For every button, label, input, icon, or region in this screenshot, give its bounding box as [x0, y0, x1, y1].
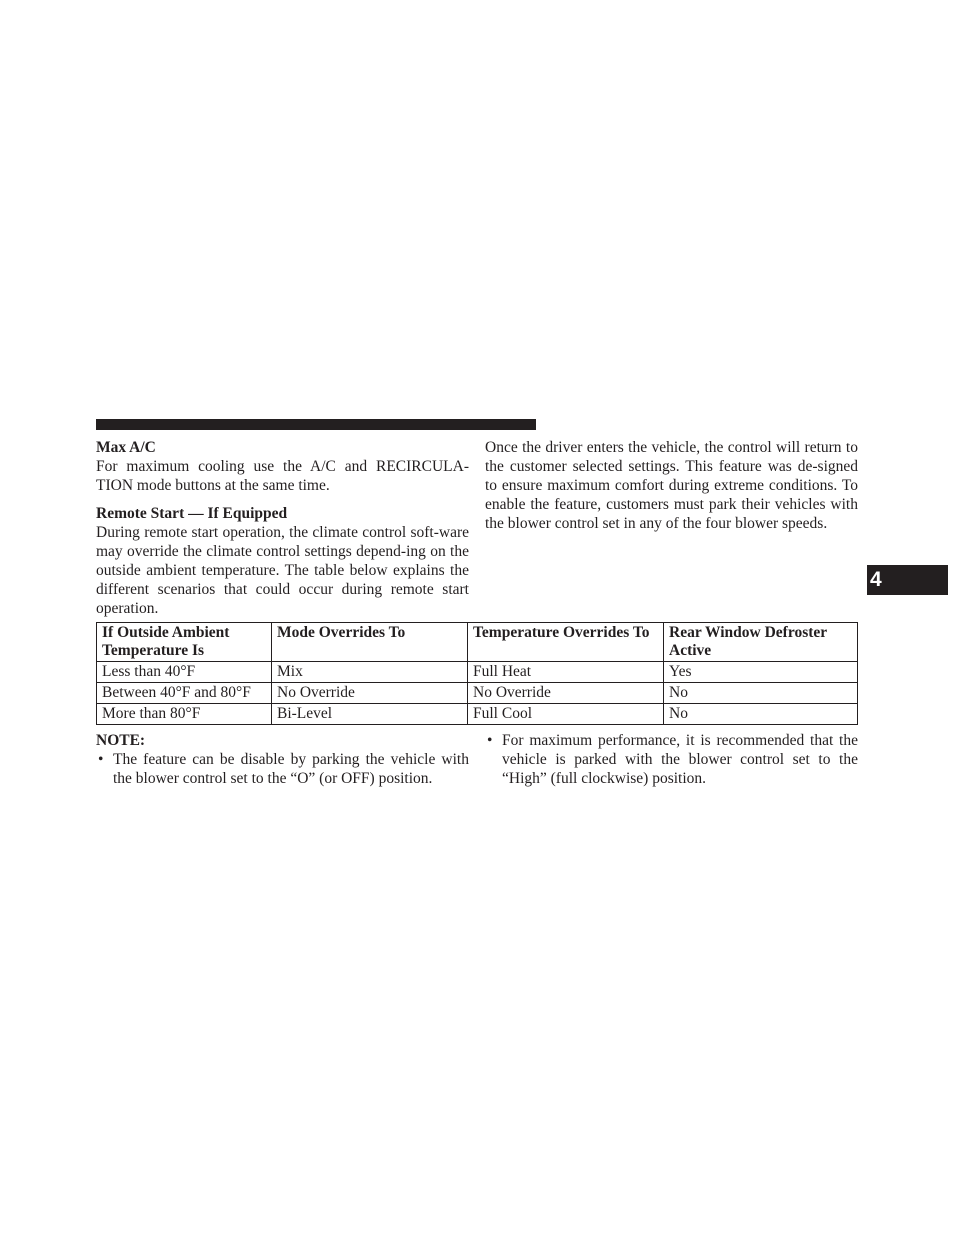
- table-cell: No Override: [272, 683, 468, 704]
- driver-enters-paragraph: Once the driver enters the vehicle, the control will return to the customer selected settings. This feature was de-signed to ensure maximum comfort during extreme conditions. To enable the feature, customers must park their vehicles with the blower control set in any of the four blower speeds.: [485, 439, 858, 532]
- section-rule: [96, 419, 536, 430]
- remote-start-table: [96, 622, 858, 725]
- table-cell: Full Heat: [468, 662, 664, 683]
- note-right: [485, 731, 858, 788]
- right-column: [485, 438, 858, 533]
- remote-start-heading: Remote Start — If Equipped: [96, 505, 288, 522]
- table-cell: No: [664, 683, 858, 704]
- table-cell: Bi-Level: [272, 704, 468, 725]
- table-cell: Mix: [272, 662, 468, 683]
- table-cell: Full Cool: [468, 704, 664, 725]
- table-cell: More than 80°F: [97, 704, 272, 725]
- note-bullet-text: For maximum performance, it is recommended that the vehicle is parked with the blower control set to the “High” (full clockwise) position.: [502, 732, 858, 787]
- table-cell: Less than 40°F: [97, 662, 272, 683]
- table-cell: Yes: [664, 662, 858, 683]
- table-row: [97, 704, 858, 725]
- bullet-icon: •: [487, 732, 493, 749]
- note-label: NOTE:: [96, 732, 146, 749]
- table-header-cell: Mode Overrides To: [272, 623, 468, 662]
- table-cell: No: [664, 704, 858, 725]
- table-cell: Between 40°F and 80°F: [97, 683, 272, 704]
- note-bullet-text: The feature can be disable by parking the vehicle with the blower control set to the “O” (or OFF) position.: [113, 751, 469, 787]
- max-ac-heading: Max A/C: [96, 439, 156, 456]
- left-column: [96, 438, 469, 618]
- note-bullet-2: [485, 731, 858, 788]
- table-row: [97, 683, 858, 704]
- table-header-row: [97, 623, 858, 662]
- note-left: [96, 731, 469, 788]
- chapter-tab: 4: [867, 565, 948, 595]
- table-row: [97, 662, 858, 683]
- table-cell: No Override: [468, 683, 664, 704]
- bullet-icon: •: [98, 751, 104, 768]
- table-header-cell: Temperature Overrides To: [468, 623, 664, 662]
- note-bullet-1: [96, 750, 469, 788]
- max-ac-paragraph: For maximum cooling use the A/C and RECIRCULA-TION mode buttons at the same time.: [96, 458, 469, 494]
- table-header-cell: If Outside Ambient Temperature Is: [97, 623, 272, 662]
- remote-start-paragraph: During remote start operation, the climate control soft-ware may override the climate control settings depend-ing on the outside ambient temperature. The table below explains the different scenarios that could occur during remote start operation.: [96, 524, 469, 617]
- table-header-cell: Rear Window Defroster Active: [664, 623, 858, 662]
